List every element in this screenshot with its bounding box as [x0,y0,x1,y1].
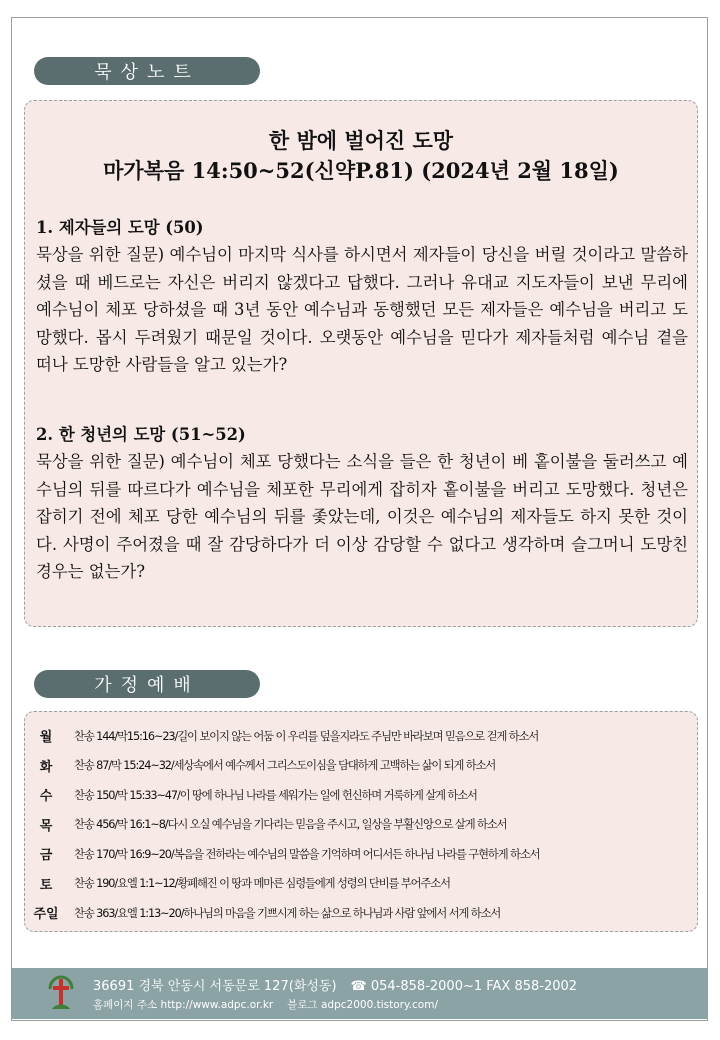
meditation-section-2 [36,421,688,585]
worship-text: 찬송 456/막 16:1~8/다시 오실 예수님을 기다리는 믿음을 주시고, 일상을 부활신앙으로 살게 하소서 [74,818,507,832]
meditation-title [24,126,698,186]
footer-address: 36691 경북 안동시 서동문로 127(화성동) [93,979,337,994]
worship-text: 찬송 363/요엘 1:13~20/하나님의 마음을 기쁘시게 하는 삶으로 하나님과 사람 앞에서 서게 하소서 [74,906,501,920]
worship-day: 금 [39,848,53,864]
worship-row-mon [30,721,695,751]
worship-list [30,721,695,928]
footer-homepage-link[interactable]: 홈페이지 주소 http://www.adpc.or.kr [93,999,274,1011]
worship-text: 찬송 144/막15:16~23/길이 보이지 않는 어둠 이 우리를 덮을지라도 주님만 바라보며 믿음으로 걷게 하소서 [74,729,539,743]
worship-day: 토 [39,877,53,893]
meditation-title-line2: 마가복음 14:50~52(신약P.81) (2024년 2월 18일) [103,158,619,183]
worship-day: 화 [39,759,53,775]
footer-contact [93,975,577,994]
worship-day: 월 [39,730,53,746]
worship-day: 수 [39,789,53,805]
worship-row-sat [30,869,695,899]
worship-text: 찬송 150/막 15:33~47/이 땅에 하나님 나라를 세워가는 일에 헌신하며 거룩하게 살게 하소서 [74,788,477,802]
worship-row-fri [30,839,695,869]
worship-text: 찬송 87/막 15:24~32/세상속에서 예수께서 그리스도이심을 담대하게 고백하는 삶이 되게 하소서 [74,759,496,773]
section-heading: 2. 한 청년의 도망 (51~52) [36,425,246,444]
worship-header: 가정예배 [34,670,260,698]
worship-row-thu [30,810,695,840]
church-cross-logo-icon [48,975,74,1011]
worship-day: 주일 [33,907,59,923]
footer-phone: ☎ 054-858-2000~1 FAX 858-2002 [350,979,578,994]
worship-day: 목 [39,818,53,834]
worship-text: 찬송 190/요엘 1:1~12/황폐해진 이 땅과 메마른 심령들에게 성령의 단비를 부어주소서 [74,877,450,891]
footer-blog-link[interactable]: 블로그 adpc2000.tistory.com/ [287,999,438,1011]
worship-row-wed [30,780,695,810]
meditation-header: 묵상노트 [34,57,260,85]
meditation-section-1 [36,214,688,378]
section-text: 묵상을 위한 질문) 예수님이 체포 당했다는 소식을 들은 한 청년이 베 홑이불을 둘러쓰고 예수님의 뒤를 따르다가 예수님을 체포한 무리에게 잡히자 홑이불을 버리고 도망했다. 청년은 잡히기 전에 체포 당한 예수님의 뒤를 좇았는데, 이것은 예수님의 제자들도 하지 못한 것이다. 사명이 주어졌을 때 잘 감당하다가 더 이상 감당할 수 없다고 생각하며 슬그머니 도망친 경우는 없는가? [36,452,688,582]
section-heading: 1. 제자들의 도망 (50) [36,218,204,237]
meditation-title-line1: 한 밤에 벌어진 도망 [268,128,454,153]
worship-text: 찬송 170/막 16:9~20/복음을 전하라는 예수님의 말씀을 기억하며 어디서든 하나님 나라를 구현하게 하소서 [74,847,540,861]
footer-web [93,997,438,1012]
section-text: 묵상을 위한 질문) 예수님이 마지막 식사를 하시면서 제자들이 당신을 버릴 것이라고 말씀하셨을 때 베드로는 자신은 버리지 않겠다고 답했다. 그러나 유대교 지도자들이 보낸 무리에 예수님이 체포 당하셨을 때 3년 동안 예수님과 동행했던 모든 제자들은 예수님을 버리고 도망했다. 몹시 두려웠기 때문일 것이다. 오랫동안 예수님을 믿다가 제자들처럼 예수님 곁을 떠나 도망한 사람들을 알고 있는가? [36,245,688,375]
worship-row-tue [30,751,695,781]
worship-row-sun [30,898,695,928]
